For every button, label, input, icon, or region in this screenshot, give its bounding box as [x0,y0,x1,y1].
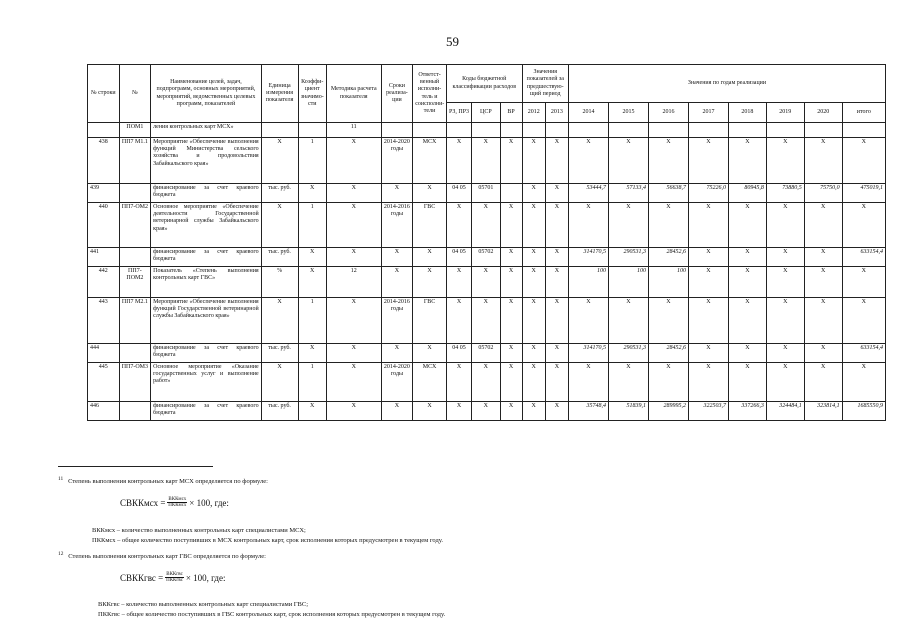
row-number-cell: 438 [88,138,120,184]
year-value-cell: Х [728,363,766,402]
header-years-title: Значения по годам реализации [568,65,885,103]
year-value-cell: Х [766,203,804,248]
table-row [88,203,886,248]
year-value-cell: 56638,7 [648,184,688,203]
year-value-cell: Х [804,267,842,298]
year-value-cell: Х [688,248,728,267]
year-value-cell: Х [688,344,728,363]
code-cell [119,248,151,267]
header-method: Методика расчета показателя [326,65,381,123]
csr-cell: 05702 [472,248,500,267]
year-value-cell: Х [648,138,688,184]
year-value-cell: Х [568,363,608,402]
footnote-11-text: Степень выполнения контрольных карт МСХ определяется по формуле: [68,478,268,486]
method-cell: Х [326,344,381,363]
row-number-cell [88,123,120,138]
prev-2012-cell: Х [522,184,545,203]
unit-cell: тыс. руб. [261,248,298,267]
prev-2012-cell: Х [522,267,545,298]
header-prev: Значения показателей за предшествую-щий период [522,65,568,103]
csr-cell [472,123,500,138]
row-number-cell: 441 [88,248,120,267]
year-value-cell: 290531,3 [608,248,648,267]
unit-cell: Х [261,363,298,402]
year-value-cell: 323814,1 [804,402,842,421]
responsible-cell: Х [413,267,447,298]
prev-2012-cell: Х [522,248,545,267]
year-value-cell: Х [804,344,842,363]
year-value-cell: 100 [568,267,608,298]
vr-cell: Х [500,203,522,248]
header-name: Наименование целей, задач, подпрограмм, основных мероприятий, мероприятий, ведомственных целевых программ, показателей [151,65,262,123]
prev-2013-cell: Х [545,138,568,184]
year-total-cell [842,123,885,138]
prev-2013-cell: Х [545,344,568,363]
prev-2013-cell: Х [545,203,568,248]
name-cell: Мероприятие «Обеспечение выполнения функций Государственной ветеринарной службы Забайкальского края» [151,298,262,344]
year-total-cell: 633154,4 [842,344,885,363]
name-cell: финансирование за счет краевого бюджета [151,248,262,267]
csr-cell: 05702 [472,344,500,363]
name-cell: Показатель «Степень выполнения контрольных карт ГВС» [151,267,262,298]
page-number: 59 [446,34,459,49]
prev-2013-cell: Х [545,184,568,203]
coef-cell: Х [298,184,326,203]
method-cell: 11 [326,123,381,138]
year-value-cell: 314170,5 [568,344,608,363]
coef-cell: Х [298,267,326,298]
year-value-cell: Х [728,298,766,344]
year-value-cell: 75750,0 [804,184,842,203]
row-number-cell: 444 [88,344,120,363]
year-value-cell: 57133,4 [608,184,648,203]
year-value-cell [728,123,766,138]
year-value-cell [648,123,688,138]
responsible-cell: ГВС [413,203,447,248]
year-value-cell: Х [608,203,648,248]
unit-cell: Х [261,203,298,248]
rz-cell: 04 05 [446,344,471,363]
method-cell: Х [326,138,381,184]
year-value-cell: 28452,6 [648,248,688,267]
year-value-cell: Х [728,267,766,298]
year-value-cell: Х [608,138,648,184]
unit-cell: % [261,267,298,298]
header-year: 2020 [804,103,842,123]
rz-cell: Х [446,203,471,248]
footnote-12-def1: ВККгвс – количество выполненных контрольных карт специалистами ГВС; [98,601,309,608]
year-value-cell: Х [804,363,842,402]
prev-2012-cell: Х [522,402,545,421]
name-cell: Основное мероприятие «Обеспечение деятельности Государственной ветеринарной службы Забайкальского края» [151,203,262,248]
vr-cell: Х [500,298,522,344]
year-total-cell: Х [842,203,885,248]
year-value-cell: Х [568,138,608,184]
formula-gvs [120,572,226,583]
year-value-cell: Х [766,267,804,298]
year-value-cell [568,123,608,138]
year-value-cell: 75226,0 [688,184,728,203]
year-value-cell: 100 [648,267,688,298]
coef-cell: Х [298,344,326,363]
header-year: 2017 [688,103,728,123]
header-unit: Единица измерения показателя [261,65,298,123]
year-value-cell: 289995,2 [648,402,688,421]
year-value-cell: 322503,7 [688,402,728,421]
method-cell: Х [326,248,381,267]
footnote-11-mark: 11 [58,476,64,482]
footnote-12-mark: 12 [58,551,64,557]
code-cell [119,344,151,363]
code-cell: ПП7-ПОМ2 [119,267,151,298]
vr-cell: Х [500,248,522,267]
year-total-cell: Х [842,267,885,298]
vr-cell [500,184,522,203]
year-value-cell: Х [728,248,766,267]
year-total-cell: Х [842,363,885,402]
header-year: 2019 [766,103,804,123]
header-prev-year: 2012 [522,103,545,123]
responsible-cell: МСХ [413,363,447,402]
prev-2012-cell: Х [522,363,545,402]
rz-cell: 04 05 [446,184,471,203]
year-value-cell: Х [648,203,688,248]
coef-cell [298,123,326,138]
terms-cell: 2014-2020 годы [381,138,413,184]
formula-mcx-numerator: ВККмсх [168,497,187,502]
year-value-cell: Х [688,363,728,402]
table-row [88,363,886,402]
table-row [88,402,886,421]
formula-mcx [120,497,229,508]
rz-cell: Х [446,363,471,402]
prev-2012-cell: Х [522,344,545,363]
coef-cell: 1 [298,138,326,184]
formula-gvs-denominator: ПККгвс [166,578,183,583]
year-value-cell: 28452,6 [648,344,688,363]
footnote-12-text: Степень выполнения контрольных карт ГВС определяется по формуле: [68,553,266,561]
name-cell: ления контрольных карт МСХ» [151,123,262,138]
year-total-cell: Х [842,138,885,184]
prev-2013-cell: Х [545,402,568,421]
year-total-cell: 633154,4 [842,248,885,267]
terms-cell: Х [381,248,413,267]
code-cell: ПП7-ОМ2 [119,203,151,248]
table-row [88,123,886,138]
year-value-cell: Х [648,298,688,344]
formula-gvs-numerator: ВККгвс [166,572,183,577]
code-cell: ПП7-ОМ3 [119,363,151,402]
year-value-cell: Х [608,363,648,402]
method-cell: 12 [326,267,381,298]
rz-cell: 04 05 [446,248,471,267]
csr-cell: Х [472,138,500,184]
responsible-cell: Х [413,344,447,363]
formula-gvs-rhs: × 100, где: [185,572,226,583]
prev-2012-cell [522,123,545,138]
unit-cell: Х [261,138,298,184]
year-total-cell: Х [842,298,885,344]
footnote-12-def2: ПККгвс – общее количество поступивших в ГВС контрольных карт, срок исполнения которых предусмотрен в текущем году. [98,611,446,618]
year-value-cell: Х [688,267,728,298]
year-value-cell: Х [568,298,608,344]
year-value-cell: Х [766,248,804,267]
header-resp: Ответст-венный исполни-тель и соисполни-тели [413,65,447,123]
year-value-cell: Х [608,298,648,344]
year-value-cell: Х [766,298,804,344]
year-value-cell: Х [648,363,688,402]
vr-cell: Х [500,363,522,402]
responsible-cell: Х [413,184,447,203]
rz-cell: Х [446,267,471,298]
vr-cell: Х [500,402,522,421]
name-cell: финансирование за счет краевого бюджета [151,402,262,421]
method-cell: Х [326,298,381,344]
year-value-cell: 51839,1 [608,402,648,421]
header-terms: Сроки реализа-ции [381,65,413,123]
csr-cell: 05701 [472,184,500,203]
terms-cell: 2014-2016 годы [381,298,413,344]
year-value-cell: 80945,8 [728,184,766,203]
year-value-cell: Х [766,344,804,363]
header-code-col: ЦСР [472,103,500,123]
prev-2013-cell: Х [545,267,568,298]
vr-cell: Х [500,267,522,298]
vr-cell: Х [500,138,522,184]
prev-2013-cell: Х [545,363,568,402]
coef-cell: 1 [298,363,326,402]
code-cell: ПОМ1 [119,123,151,138]
year-value-cell: Х [804,298,842,344]
year-value-cell: 100 [608,267,648,298]
year-value-cell [804,123,842,138]
table-row [88,248,886,267]
year-value-cell: Х [728,203,766,248]
year-value-cell: 314170,5 [568,248,608,267]
rz-cell [446,123,471,138]
method-cell: Х [326,203,381,248]
responsible-cell [413,123,447,138]
header-year: 2018 [728,103,766,123]
footnote-separator [58,466,213,467]
header-row-no: № строки [88,65,120,123]
terms-cell [381,123,413,138]
year-value-cell: 290531,3 [608,344,648,363]
prev-2012-cell: Х [522,203,545,248]
unit-cell [261,123,298,138]
coef-cell: 1 [298,203,326,248]
table-row [88,138,886,184]
method-cell: Х [326,402,381,421]
coef-cell: Х [298,402,326,421]
year-value-cell [766,123,804,138]
prev-2013-cell: Х [545,248,568,267]
rz-cell: Х [446,298,471,344]
code-cell: ПП7 М1.1 [119,138,151,184]
row-number-cell: 439 [88,184,120,203]
indicators-table [87,64,886,421]
year-value-cell: Х [688,203,728,248]
footnote-11-def2: ПККмсх – общее количество поступивших в МСХ контрольных карт, срок исполнения которых предусмотрен в текущем году. [92,537,444,544]
code-cell: ПП7 М2.1 [119,298,151,344]
year-value-cell: Х [688,298,728,344]
prev-2013-cell [545,123,568,138]
row-number-cell: 440 [88,203,120,248]
responsible-cell: МСХ [413,138,447,184]
year-value-cell: 35748,4 [568,402,608,421]
coef-cell: 1 [298,298,326,344]
prev-2013-cell: Х [545,298,568,344]
terms-cell: 2014-2016 годы [381,203,413,248]
terms-cell: Х [381,344,413,363]
responsible-cell: Х [413,248,447,267]
name-cell: Мероприятие «Обеспечение выполнения функций Министерства сельского хозяйства и продовольствия Забайкальского края» [151,138,262,184]
name-cell: финансирование за счет краевого бюджета [151,344,262,363]
year-value-cell: Х [688,138,728,184]
row-number-cell: 446 [88,402,120,421]
year-value-cell [608,123,648,138]
header-year: 2016 [648,103,688,123]
row-number-cell: 445 [88,363,120,402]
vr-cell: Х [500,344,522,363]
name-cell: Основное мероприятие «Оказание государственных услуг и выполнение работ» [151,363,262,402]
year-value-cell: Х [804,203,842,248]
csr-cell: Х [472,363,500,402]
year-value-cell: Х [568,203,608,248]
prev-2012-cell: Х [522,138,545,184]
header-no: № [119,65,151,123]
csr-cell: Х [472,402,500,421]
responsible-cell: Х [413,402,447,421]
formula-mcx-lhs: СВККмсх = [120,497,166,508]
year-value-cell: 73880,5 [766,184,804,203]
row-number-cell: 443 [88,298,120,344]
responsible-cell: ГВС [413,298,447,344]
footnote-11-def1: ВККмсх – количество выполненных контрольных карт специалистами МСХ; [92,527,306,534]
csr-cell: Х [472,267,500,298]
year-value-cell: Х [766,363,804,402]
rz-cell: Х [446,402,471,421]
terms-cell: Х [381,267,413,298]
unit-cell: тыс. руб. [261,344,298,363]
year-value-cell: Х [766,138,804,184]
name-cell: финансирование за счет краевого бюджета [151,184,262,203]
csr-cell: Х [472,298,500,344]
row-number-cell: 442 [88,267,120,298]
method-cell: Х [326,363,381,402]
header-prev-year: 2013 [545,103,568,123]
code-cell [119,402,151,421]
unit-cell: тыс. руб. [261,184,298,203]
header-coef: Коэффи-циент значимо-сти [298,65,326,123]
formula-gvs-lhs: СВККгвс = [120,572,164,583]
year-value-cell: Х [728,138,766,184]
year-value-cell: Х [804,248,842,267]
footnote-12 [58,551,266,560]
year-value-cell: Х [804,138,842,184]
method-cell: Х [326,184,381,203]
year-value-cell: 337266,3 [728,402,766,421]
coef-cell: Х [298,248,326,267]
terms-cell: Х [381,184,413,203]
unit-cell: Х [261,298,298,344]
header-code-col: ВР [500,103,522,123]
csr-cell: Х [472,203,500,248]
year-total-cell: 1685550,9 [842,402,885,421]
vr-cell [500,123,522,138]
footnote-11 [58,476,268,485]
header-year: 2014 [568,103,608,123]
header-year-total: итого [842,103,885,123]
header-year: 2015 [608,103,648,123]
year-value-cell: 324484,1 [766,402,804,421]
unit-cell: тыс. руб. [261,402,298,421]
formula-gvs-fraction [165,572,184,583]
table-row [88,184,886,203]
prev-2012-cell: Х [522,298,545,344]
header-code-col: РЗ, ПР3 [446,103,471,123]
year-value-cell: Х [728,344,766,363]
year-value-cell: 53444,7 [568,184,608,203]
table-row [88,267,886,298]
rz-cell: Х [446,138,471,184]
code-cell [119,184,151,203]
terms-cell: 2014-2020 годы [381,363,413,402]
header-codes: Коды бюджетной классификации расходов [446,65,522,103]
terms-cell: Х [381,402,413,421]
year-value-cell [688,123,728,138]
year-total-cell: 475019,1 [842,184,885,203]
formula-mcx-fraction [167,497,187,508]
table-row [88,344,886,363]
formula-mcx-denominator: ПККмсх [168,503,187,508]
table-row [88,298,886,344]
formula-mcx-rhs: × 100, где: [189,497,229,508]
